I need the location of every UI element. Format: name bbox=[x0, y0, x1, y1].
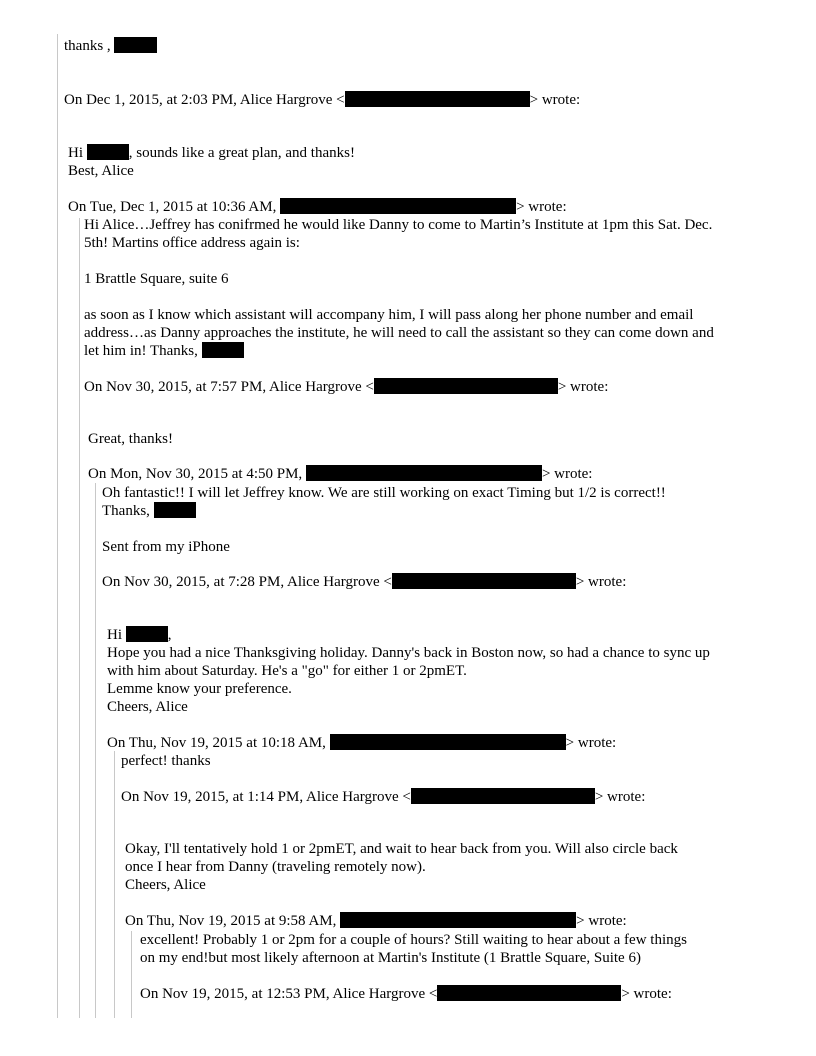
quote-header bbox=[140, 985, 672, 1003]
quote-header-suffix: > wrote: bbox=[565, 735, 617, 751]
quote-header bbox=[102, 573, 626, 591]
quote-header-prefix: On Nov 30, 2015, at 7:28 PM, Alice Hargrove < bbox=[102, 574, 392, 590]
redacted-email bbox=[330, 734, 566, 750]
message-text: Thanks, bbox=[102, 503, 150, 519]
quote-header bbox=[125, 912, 627, 930]
quote-header bbox=[107, 734, 616, 752]
redacted-email bbox=[306, 465, 542, 481]
redacted-email bbox=[340, 912, 576, 928]
address-line: 1 Brattle Square, suite 6 bbox=[84, 271, 229, 287]
quote-bar-level-5 bbox=[131, 931, 132, 1018]
quote-header bbox=[68, 198, 567, 216]
quote-bar-level-3 bbox=[95, 483, 96, 1018]
quote-header-suffix: > wrote: bbox=[516, 199, 567, 215]
redacted-email bbox=[437, 985, 621, 1001]
quote-header-prefix: On Thu, Nov 19, 2015 at 10:18 AM, bbox=[107, 735, 326, 751]
quote-header-prefix: On Dec 1, 2015, at 2:03 PM, Alice Hargrove < bbox=[64, 92, 345, 108]
quote-header-suffix: > wrote: bbox=[621, 986, 672, 1002]
redacted-email bbox=[345, 91, 530, 107]
message-line bbox=[107, 626, 172, 644]
closing-thanks-text: thanks , bbox=[64, 38, 111, 54]
quote-header-prefix: On Mon, Nov 30, 2015 at 4:50 PM, bbox=[88, 466, 303, 482]
quote-bar-level-4 bbox=[114, 751, 115, 1018]
quote-header-prefix: On Tue, Dec 1, 2015 at 10:36 AM, bbox=[68, 199, 277, 215]
message-line: Oh fantastic!! I will let Jeffrey know. We are still working on exact Timing but 1/2 is correct!! bbox=[102, 485, 666, 501]
quote-header bbox=[88, 465, 592, 483]
signature: Best, Alice bbox=[68, 163, 134, 179]
redacted-email bbox=[280, 198, 516, 214]
message-line: as soon as I know which assistant will accompany him, I will pass along her phone number and email bbox=[84, 307, 694, 323]
greeting: Hi bbox=[107, 627, 122, 643]
message-line: address…as Danny approaches the institute, he will need to call the assistant so they can come down and bbox=[84, 325, 714, 341]
signature: Cheers, Alice bbox=[107, 699, 188, 715]
message-line bbox=[68, 144, 355, 162]
signature: Cheers, Alice bbox=[125, 877, 206, 893]
redacted-name bbox=[87, 144, 129, 160]
quote-header bbox=[84, 378, 608, 396]
message-line: excellent! Probably 1 or 2pm for a couple of hours? Still waiting to hear about a few things bbox=[140, 932, 687, 948]
quote-header bbox=[121, 788, 645, 806]
message-line: once I hear from Danny (traveling remotely now). bbox=[125, 859, 426, 875]
message-text: , sounds like a great plan, and thanks! bbox=[128, 145, 355, 161]
quote-header-suffix: > wrote: bbox=[575, 574, 627, 590]
redacted-name bbox=[154, 502, 196, 518]
message-line bbox=[102, 502, 196, 520]
quote-header-prefix: On Nov 19, 2015, at 12:53 PM, Alice Hargrove < bbox=[140, 986, 438, 1002]
message-line: with him about Saturday. He's a "go" for either 1 or 2pmET. bbox=[107, 663, 467, 679]
quote-header-prefix: On Nov 30, 2015, at 7:57 PM, Alice Hargrove < bbox=[84, 379, 374, 395]
message-line: 5th! Martins office address again is: bbox=[84, 235, 300, 251]
message-line: Hope you had a nice Thanksgiving holiday. Danny's back in Boston now, so had a chance to sync up bbox=[107, 645, 710, 661]
quote-bar-level-1 bbox=[57, 34, 58, 1018]
message-line: perfect! thanks bbox=[121, 753, 211, 769]
message-text: let him in! Thanks, bbox=[84, 343, 198, 359]
closing-thanks bbox=[64, 37, 157, 55]
quote-header bbox=[64, 91, 580, 109]
redacted-email bbox=[374, 378, 558, 394]
redacted-email bbox=[411, 788, 595, 804]
quote-header-prefix: On Thu, Nov 19, 2015 at 9:58 AM, bbox=[125, 913, 337, 929]
quote-header-suffix: > wrote: bbox=[557, 379, 609, 395]
greeting: Hi bbox=[68, 145, 83, 161]
message-line: Lemme know your preference. bbox=[107, 681, 292, 697]
quote-header-suffix: > wrote: bbox=[576, 913, 627, 929]
message-line: on my end!but most likely afternoon at Martin's Institute (1 Brattle Square, Suite 6) bbox=[140, 950, 641, 966]
message-line: Hi Alice…Jeffrey has conifrmed he would like Danny to come to Martin’s Institute at 1pm this Sat. Dec. bbox=[84, 217, 713, 233]
redacted-name bbox=[114, 37, 157, 53]
redacted-email bbox=[392, 573, 576, 589]
quote-header-suffix: > wrote: bbox=[541, 466, 593, 482]
redacted-name bbox=[126, 626, 168, 642]
redacted-name bbox=[202, 342, 244, 358]
quote-header-suffix: > wrote: bbox=[594, 789, 646, 805]
quote-header-suffix: > wrote: bbox=[529, 92, 581, 108]
message-line bbox=[84, 342, 244, 360]
message-line: Okay, I'll tentatively hold 1 or 2pmET, and wait to hear back from you. Will also circle back bbox=[125, 841, 678, 857]
quote-header-prefix: On Nov 19, 2015, at 1:14 PM, Alice Hargrove < bbox=[121, 789, 411, 805]
greeting-tail: , bbox=[167, 627, 172, 643]
message-line: Great, thanks! bbox=[88, 431, 173, 447]
quote-bar-level-2 bbox=[79, 218, 80, 1018]
device-signature: Sent from my iPhone bbox=[102, 539, 230, 555]
